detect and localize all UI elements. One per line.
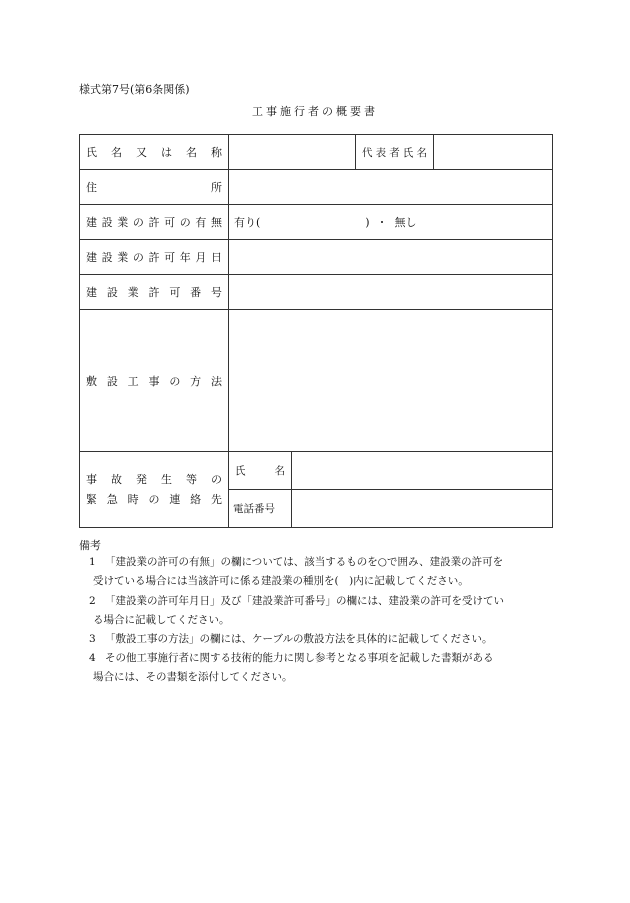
form-number: 様式第7号(第6条関係)	[79, 83, 190, 96]
note-number: 3	[89, 633, 96, 645]
representative-label: 代 表 者 氏 名	[362, 146, 427, 159]
method-value-cell[interactable]	[229, 310, 553, 452]
contact-name-value-cell[interactable]	[292, 452, 553, 490]
note-line: 「敷設工事の方法」の欄には、ケーブルの敷設方法を具体的に記載してください。	[105, 633, 493, 645]
note-number: 4	[89, 652, 96, 664]
permit-date-label: 建 設 業 の 許 可 年 月 日	[86, 251, 222, 264]
note-line: 「建設業の許可年月日」及び「建設業許可番号」の欄には、建設業の許可を受けてい	[105, 595, 504, 607]
permit-label-cell	[80, 205, 229, 240]
contact-phone-value-cell[interactable]	[292, 490, 553, 528]
contact-name-label: 氏 名	[235, 465, 285, 477]
note-item	[79, 592, 559, 630]
representative-value-cell[interactable]	[434, 135, 553, 170]
permit-number-label-cell	[80, 275, 229, 310]
method-label: 敷 設 工 事 の 方 法	[86, 374, 222, 388]
name-label: 氏 名 又 は 名 称	[86, 146, 222, 159]
permit-date-label-cell	[80, 240, 229, 275]
name-value-cell[interactable]	[229, 135, 356, 170]
document-title: 工事施行者の概要書	[252, 105, 378, 118]
note-number: 2	[89, 595, 96, 607]
contact-label-line2: 緊 急 時 の 連 絡 先	[86, 492, 222, 506]
note-line: 「建設業の許可の有無」の欄については、該当するものを○で囲み、建設業の許可を	[105, 556, 504, 568]
permit-number-value-cell[interactable]	[229, 275, 553, 310]
permit-date-value-cell[interactable]	[229, 240, 553, 275]
permit-value[interactable]: 有り( ) ・ 無し	[229, 205, 553, 240]
address-label-cell	[80, 170, 229, 205]
applicant-summary-table	[79, 134, 553, 528]
notes-heading: 備考	[79, 539, 101, 552]
note-line: 受けている場合には当該許可に係る建設業の種別を( )内に記載してください。	[93, 575, 469, 587]
note-line: る場合に記載してください。	[93, 614, 230, 626]
note-line: 場合には、その書類を添付してください。	[93, 671, 293, 683]
permit-number-label: 建 設 業 許 可 番 号	[86, 286, 222, 299]
note-line: その他工事施行者に関する技術的能力に関し参考となる事項を記載した書類がある	[105, 652, 494, 664]
contact-phone-label: 電話番号	[229, 490, 292, 528]
contact-name-label-cell	[229, 452, 292, 490]
permit-label: 建 設 業 の 許 可 の 有 無	[86, 216, 222, 229]
rep-label-cell	[356, 135, 434, 170]
method-label-cell	[80, 310, 229, 452]
contact-label-line1: 事 故 発 生 等 の	[86, 472, 222, 486]
note-item	[79, 649, 559, 687]
name-label-cell	[80, 135, 229, 170]
address-label: 住 所	[86, 181, 222, 194]
address-value-cell[interactable]	[229, 170, 553, 205]
contact-label-cell	[80, 452, 229, 528]
note-item	[79, 553, 559, 591]
note-item	[79, 630, 559, 649]
note-number: 1	[89, 556, 96, 568]
